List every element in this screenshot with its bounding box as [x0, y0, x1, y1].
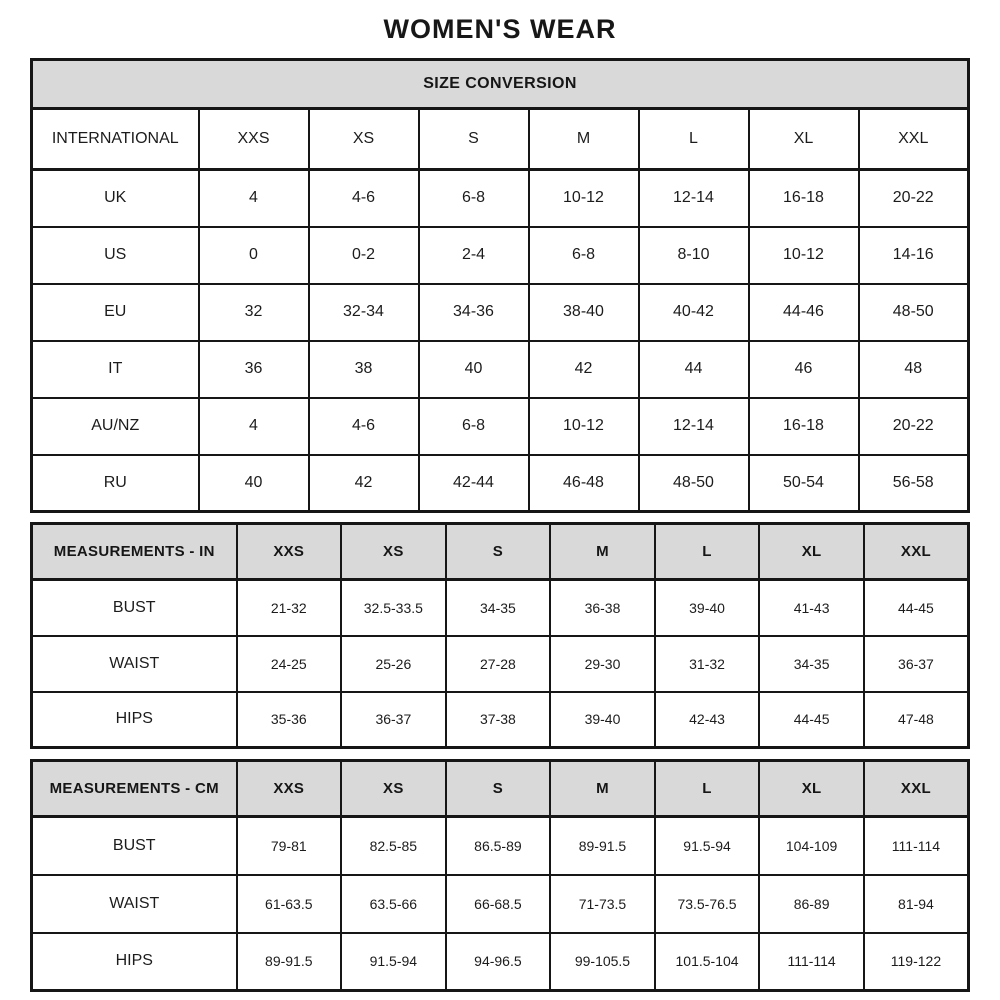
measurement-cell: 47-48: [864, 692, 969, 748]
measurement-cell: 39-40: [550, 692, 655, 748]
size-header-cell: S: [446, 524, 551, 580]
size-cell: 20-22: [859, 170, 969, 227]
measurement-cell: 99-105.5: [550, 933, 655, 991]
size-header-cell: XL: [759, 524, 864, 580]
size-cell: 38: [309, 341, 419, 398]
size-conversion-header: SIZE CONVERSION: [32, 60, 969, 109]
table-row: [32, 109, 969, 170]
size-cell: 6-8: [529, 227, 639, 284]
measurement-cell: 25-26: [341, 636, 446, 692]
size-header-cell: XXL: [864, 524, 969, 580]
size-cell: 4-6: [309, 170, 419, 227]
size-cell: 32-34: [309, 284, 419, 341]
measurement-cell: 66-68.5: [446, 875, 551, 933]
size-cell: 46: [749, 341, 859, 398]
table-row: [32, 761, 969, 817]
table-row: [32, 284, 969, 341]
size-cell: 44-46: [749, 284, 859, 341]
size-cell: 40: [419, 341, 529, 398]
measurement-cell: 36-37: [341, 692, 446, 748]
row-label: US: [32, 227, 199, 284]
measurement-cell: 91.5-94: [655, 817, 760, 875]
size-cell: 34-36: [419, 284, 529, 341]
measurement-cell: 36-38: [550, 580, 655, 636]
size-cell: 16-18: [749, 170, 859, 227]
measurement-cell: 37-38: [446, 692, 551, 748]
measurement-cell: 111-114: [864, 817, 969, 875]
size-cell: 4: [199, 170, 309, 227]
table-row: [32, 227, 969, 284]
size-cell: 10-12: [529, 398, 639, 455]
measurements-in-header: MEASUREMENTS - IN: [32, 524, 237, 580]
measurement-cell: 24-25: [237, 636, 342, 692]
size-header-cell: M: [550, 761, 655, 817]
size-cell: 46-48: [529, 455, 639, 512]
measurement-cell: 81-94: [864, 875, 969, 933]
measurement-cell: 44-45: [759, 692, 864, 748]
size-cell: 56-58: [859, 455, 969, 512]
table-row: [32, 817, 969, 875]
size-header-cell: XS: [341, 761, 446, 817]
measurement-cell: 39-40: [655, 580, 760, 636]
size-cell: 44: [639, 341, 749, 398]
row-label: INTERNATIONAL: [32, 109, 199, 170]
size-cell: 0-2: [309, 227, 419, 284]
measurement-cell: 91.5-94: [341, 933, 446, 991]
measurement-cell: 35-36: [237, 692, 342, 748]
row-label: EU: [32, 284, 199, 341]
size-cell: 42: [529, 341, 639, 398]
measurement-cell: 34-35: [446, 580, 551, 636]
table-row: [32, 636, 969, 692]
size-cell: 4: [199, 398, 309, 455]
table-row: [32, 170, 969, 227]
table-row: [32, 875, 969, 933]
size-header-cell: XS: [341, 524, 446, 580]
size-header-cell: M: [550, 524, 655, 580]
measurement-cell: 44-45: [864, 580, 969, 636]
measurement-cell: 41-43: [759, 580, 864, 636]
measurements-cm-header: MEASUREMENTS - CM: [32, 761, 237, 817]
size-cell: 50-54: [749, 455, 859, 512]
measurement-cell: 111-114: [759, 933, 864, 991]
row-label: HIPS: [32, 933, 237, 991]
measurement-cell: 86-89: [759, 875, 864, 933]
size-cell: 4-6: [309, 398, 419, 455]
row-label: AU/NZ: [32, 398, 199, 455]
size-cell: 48-50: [859, 284, 969, 341]
table-row: [32, 524, 969, 580]
measurement-cell: 86.5-89: [446, 817, 551, 875]
size-cell: 16-18: [749, 398, 859, 455]
table-row: [32, 933, 969, 991]
size-cell: 14-16: [859, 227, 969, 284]
row-label: UK: [32, 170, 199, 227]
table-row: [32, 398, 969, 455]
measurement-cell: 73.5-76.5: [655, 875, 760, 933]
size-cell: 42-44: [419, 455, 529, 512]
measurement-cell: 119-122: [864, 933, 969, 991]
size-cell: 40: [199, 455, 309, 512]
measurement-cell: 34-35: [759, 636, 864, 692]
size-cell: 10-12: [749, 227, 859, 284]
size-header-cell: L: [639, 109, 749, 170]
row-label: HIPS: [32, 692, 237, 748]
measurement-cell: 21-32: [237, 580, 342, 636]
measurement-cell: 27-28: [446, 636, 551, 692]
size-header-cell: S: [419, 109, 529, 170]
table-row: [32, 341, 969, 398]
row-label: IT: [32, 341, 199, 398]
measurement-cell: 29-30: [550, 636, 655, 692]
size-header-cell: L: [655, 524, 760, 580]
size-conversion-table: [30, 58, 970, 513]
size-cell: 2-4: [419, 227, 529, 284]
size-header-cell: XXS: [237, 761, 342, 817]
size-cell: 38-40: [529, 284, 639, 341]
row-label: BUST: [32, 817, 237, 875]
measurement-cell: 32.5-33.5: [341, 580, 446, 636]
measurement-cell: 79-81: [237, 817, 342, 875]
size-header-cell: XS: [309, 109, 419, 170]
table-row: [32, 692, 969, 748]
size-header-cell: L: [655, 761, 760, 817]
size-cell: 36: [199, 341, 309, 398]
table-row: [32, 580, 969, 636]
measurement-cell: 71-73.5: [550, 875, 655, 933]
page-title: WOMEN'S WEAR: [383, 14, 617, 44]
size-cell: 40-42: [639, 284, 749, 341]
row-label: WAIST: [32, 636, 237, 692]
measurement-cell: 94-96.5: [446, 933, 551, 991]
measurement-cell: 36-37: [864, 636, 969, 692]
size-cell: 6-8: [419, 170, 529, 227]
size-header-cell: M: [529, 109, 639, 170]
size-cell: 48-50: [639, 455, 749, 512]
row-label: WAIST: [32, 875, 237, 933]
row-label: BUST: [32, 580, 237, 636]
measurement-cell: 42-43: [655, 692, 760, 748]
size-header-cell: XXS: [199, 109, 309, 170]
size-cell: 48: [859, 341, 969, 398]
size-cell: 6-8: [419, 398, 529, 455]
size-header-cell: XXS: [237, 524, 342, 580]
size-cell: 32: [199, 284, 309, 341]
size-cell: 20-22: [859, 398, 969, 455]
measurement-cell: 63.5-66: [341, 875, 446, 933]
size-header-cell: XXL: [864, 761, 969, 817]
table-row: [32, 455, 969, 512]
measurement-cell: 89-91.5: [550, 817, 655, 875]
measurement-cell: 89-91.5: [237, 933, 342, 991]
size-header-cell: XL: [759, 761, 864, 817]
size-cell: 12-14: [639, 170, 749, 227]
size-cell: 10-12: [529, 170, 639, 227]
measurement-cell: 104-109: [759, 817, 864, 875]
measurements-cm-table: [30, 759, 970, 992]
table-row: [32, 60, 969, 109]
row-label: RU: [32, 455, 199, 512]
measurement-cell: 31-32: [655, 636, 760, 692]
size-cell: 12-14: [639, 398, 749, 455]
measurement-cell: 82.5-85: [341, 817, 446, 875]
size-cell: 42: [309, 455, 419, 512]
measurement-cell: 61-63.5: [237, 875, 342, 933]
size-cell: 0: [199, 227, 309, 284]
size-header-cell: XL: [749, 109, 859, 170]
measurements-in-table: [30, 522, 970, 749]
size-cell: 8-10: [639, 227, 749, 284]
size-header-cell: S: [446, 761, 551, 817]
size-header-cell: XXL: [859, 109, 969, 170]
measurement-cell: 101.5-104: [655, 933, 760, 991]
